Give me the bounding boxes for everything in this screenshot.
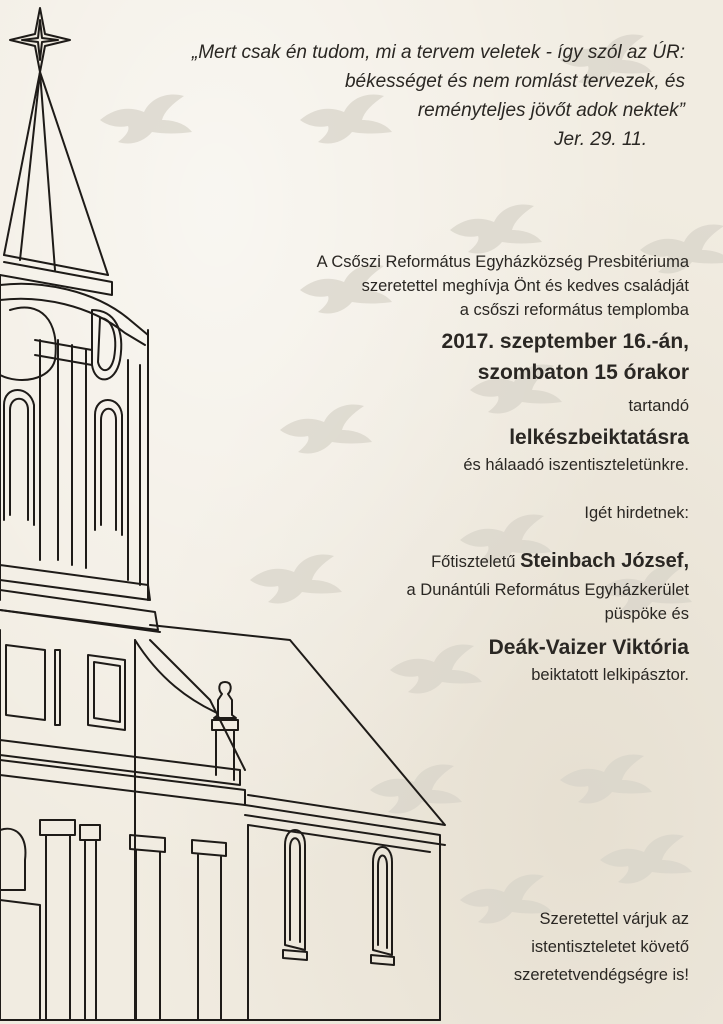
scripture-quote bbox=[85, 38, 685, 154]
preacher1-role: a Dunántúli Református Egyházkerület bbox=[406, 581, 689, 599]
invitation-text bbox=[169, 250, 689, 687]
closing-line: szeretetvendégségre is! bbox=[513, 966, 689, 984]
held-text: tartandó bbox=[628, 397, 689, 415]
preacher1-line bbox=[169, 549, 689, 574]
preacher1-name: Steinbach József, bbox=[520, 550, 689, 572]
closing-line: istentiszteletet követő bbox=[531, 938, 689, 956]
quote-line: békességet és nem romlást tervezek, és bbox=[344, 71, 685, 92]
preachers-heading: Igét hirdetnek: bbox=[584, 504, 689, 522]
event-name: lelkészbeiktatásra bbox=[509, 426, 689, 449]
star-icon bbox=[10, 8, 70, 72]
preacher2-name: Deák-Vaizer Viktória bbox=[488, 636, 689, 659]
intro-line: A Csőszi Református Egyházközség Presbitériuma bbox=[316, 253, 689, 271]
preacher2-role: beiktatott lelkipásztor. bbox=[531, 666, 689, 684]
preacher1-title: Főtiszteletű bbox=[431, 553, 516, 571]
intro-line: szeretettel meghívja Önt és kedves családját bbox=[361, 277, 689, 295]
event-time: szombaton 15 órakor bbox=[477, 361, 689, 384]
intro-line: a csőszi református templomba bbox=[459, 301, 689, 319]
quote-reference: Jer. 29. 11. bbox=[554, 129, 647, 150]
closing-text bbox=[369, 905, 689, 989]
event-date: 2017. szeptember 16.-án, bbox=[441, 330, 689, 353]
preacher1-role: püspöke és bbox=[604, 605, 689, 623]
quote-line: reményteljes jövőt adok nektek” bbox=[417, 100, 685, 121]
quote-line: „Mert csak én tudom, mi a tervem veletek - így szól az ÚR: bbox=[191, 42, 685, 63]
event-after: és hálaadó iszentiszteletünkre. bbox=[463, 456, 689, 474]
closing-line: Szeretettel várjuk az bbox=[539, 910, 689, 928]
